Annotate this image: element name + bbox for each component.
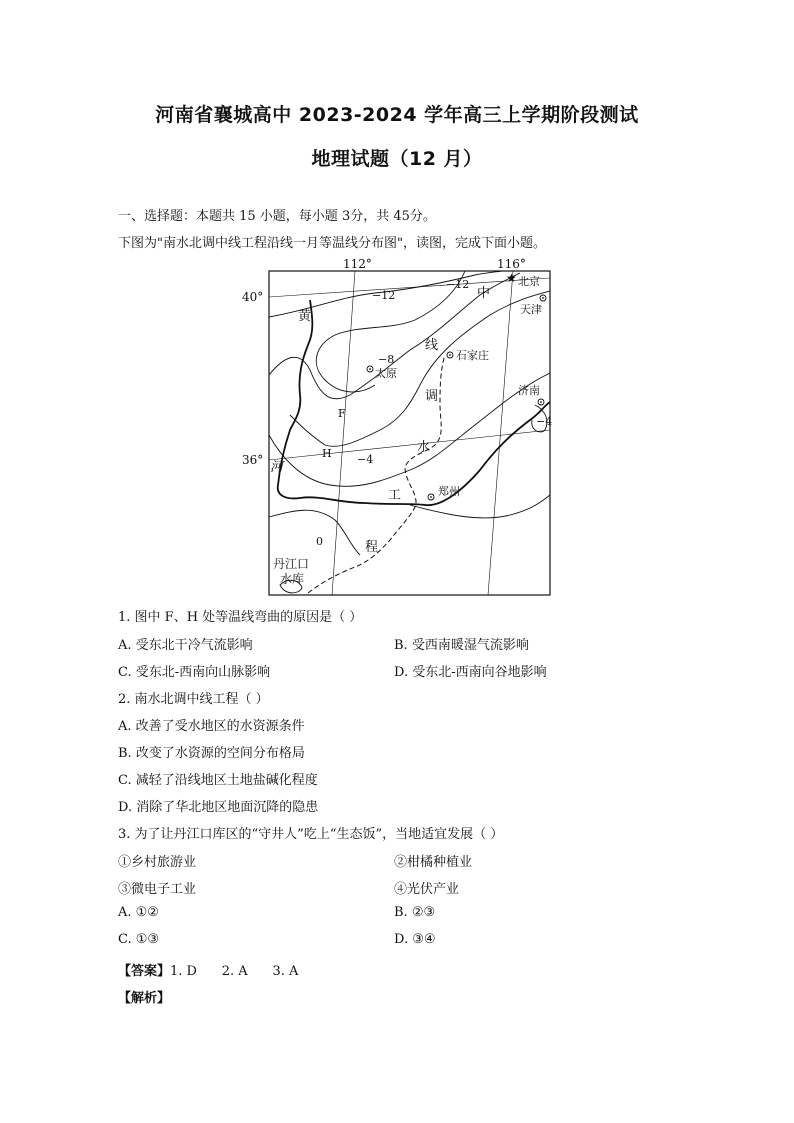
route-char: 调 [425,389,439,404]
answer-line [118,960,298,979]
isotherm-label: −12 [372,289,396,302]
lon-label-112: 112° [343,257,372,271]
section-header: 一、选择题：本题共 15 小题，每小题 3分，共 45分。 [118,209,436,224]
route-char: 中 [477,286,491,301]
isotherm-0-east [410,495,550,518]
route-char: 线 [425,338,439,353]
city-shijiazhuang: 石家庄 [456,349,489,362]
question-intro: 下图为"南水北调中线工程沿线一月等温线分布图"，读图，完成下面小题。 [118,236,546,251]
question-3-stem: 3. 为了让丹江口库区的“守井人”吃上“生态饭”，当地适宜发展（ ） [118,827,504,842]
reservoir-label: 水库 [280,572,305,586]
isotherm-label: −4 [536,415,553,428]
option-text: B. ②③ [394,905,436,920]
option-text: C. ①③ [118,932,160,947]
lat-label-40: 40° [242,290,264,304]
option-text: C. 受东北-西南向山脉影响 [118,665,271,680]
choice-text: ④光伏产业 [394,882,460,897]
choice-text: ①乡村旅游业 [118,855,197,870]
city-dot-icon [542,297,544,299]
choice-text: ③微电子工业 [118,882,197,897]
route-char: 水 [417,440,431,455]
point-label-f: F [338,407,346,420]
option-text: D. 消除了华北地区地面沉降的隐患 [118,800,319,815]
city-dot-icon [449,354,451,356]
isotherm-label: −8 [378,353,395,366]
longitude-line-116 [488,271,513,595]
isotherm-map-figure [240,255,555,600]
question-2-stem: 2. 南水北调中线工程（ ） [118,692,269,707]
lat-label-36: 36° [242,453,264,467]
city-dot-icon [430,496,432,498]
isotherm-label: −4 [357,453,374,466]
map-frame [269,271,553,595]
river-char: 河 [270,460,284,475]
city-jinan: 济南 [518,384,540,397]
question-1-stem: 1. 图中 F、H 处等温线弯曲的原因是（ ） [118,610,363,625]
route-char: 工 [388,488,402,503]
isotherm-map [240,255,555,600]
option-text: B. 受西南暖湿气流影响 [394,638,529,653]
isotherm-label: −12 [446,278,470,291]
city-taiyuan: 太原 [375,367,397,380]
city-beijing: 北京 [518,275,540,288]
isotherm-minus4-east [269,373,553,486]
city-dot-icon [540,401,542,403]
city-tianjin: 天津 [520,303,542,316]
document-title-line1: 河南省襄城高中 2023-2024 学年高三上学期阶段测试 [155,104,639,126]
option-text: D. 受东北-西南向谷地影响 [394,665,547,680]
choice-text: ②柑橘种植业 [394,855,473,870]
capital-star-icon: ★ [506,271,517,285]
analysis-label: 【解析】 [118,991,171,1006]
option-text: D. ③④ [394,932,436,947]
yellow-river [278,300,553,505]
reservoir-label: 丹江口 [273,557,310,571]
route-char: 程 [365,540,379,555]
isotherm-minus4 [290,291,553,446]
answer-text: 1. D 2. A 3. A [170,964,299,979]
option-text: C. 减轻了沿线地区土地盐碱化程度 [118,773,318,788]
lon-label-116: 116° [497,257,526,271]
isotherm-label: 0 [316,535,323,548]
longitude-line-112 [332,271,355,595]
answer-label: 【答案】 [118,964,171,979]
city-dot-icon [369,368,371,370]
point-label-h: H [322,447,332,460]
city-zhengzhou: 郑州 [438,485,460,498]
option-text: A. 改善了受水地区的水资源条件 [118,719,305,734]
option-text: B. 改变了水资源的空间分布格局 [118,746,305,761]
document-title-line2: 地理试题（12 月） [311,148,483,170]
river-char: 黄 [298,309,312,324]
option-text: A. 受东北干冷气流影响 [118,638,253,653]
isotherm-0 [269,510,360,555]
option-text: A. ①② [118,905,159,920]
